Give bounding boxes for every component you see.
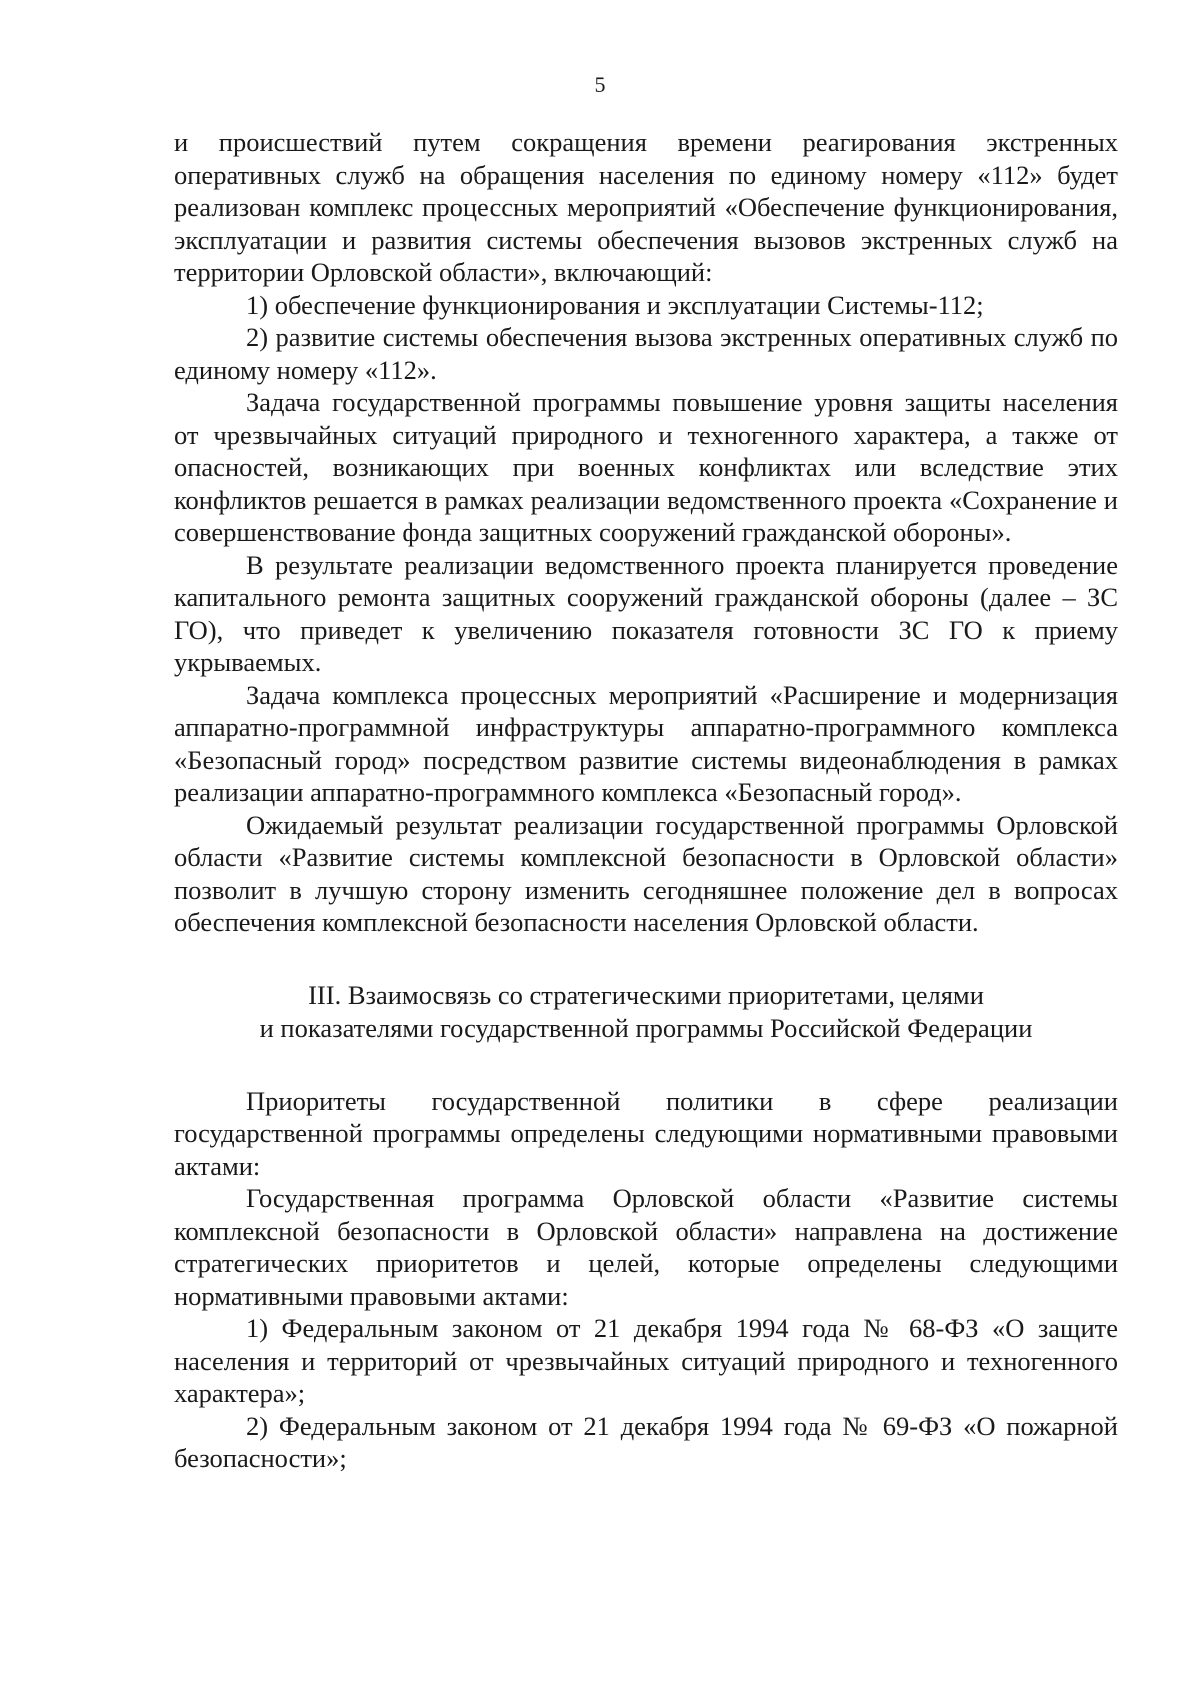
section-heading — [174, 979, 1118, 1045]
page-number: 5 — [594, 72, 606, 97]
paragraph: 1) Федеральным законом от 21 декабря 1994 года № 68-ФЗ «О защите населения и территорий от чрезвычайных ситуаций природного и техногенного характера»; — [174, 1313, 1118, 1408]
paragraph: 2) Федеральным законом от 21 декабря 1994 года № 69-ФЗ «О пожарной безопасности»; — [174, 1410, 1118, 1473]
paragraphs-before-heading — [174, 126, 1118, 939]
paragraph: 1) обеспечение функционирования и эксплуатации Системы-112; — [246, 289, 984, 320]
paragraph: Ожидаемый результат реализации государственной программы Орловской области «Развитие системы комплексной безопасности в Орловской области» позволит в лучшую сторону изменить сегодняшнее положение дел в вопросах обеспечения комплексной безопасности населения Орловской области. — [174, 809, 1118, 937]
paragraph: Государственная программа Орловской области «Развитие системы комплексной безопасности в Орловской области» направлена на достижение стратегических приоритетов и целей, которые определены следующими нормативными правовыми актами: — [174, 1183, 1118, 1311]
paragraph: В результате реализации ведомственного проекта планируется проведение капитального ремонта защитных сооружений гражданской обороны (далее – ЗС ГО), что приведет к увеличению показателя готовности ЗС ГО к приему укрываемых. — [174, 549, 1118, 677]
paragraph: Приоритеты государственной политики в сфере реализации государственной программы определены следующими нормативными правовыми актами: — [174, 1085, 1118, 1181]
section-heading-line: и показателями государственной программы Российской Федерации — [259, 1012, 1033, 1043]
paragraph: Задача государственной программы повышение уровня защиты населения от чрезвычайных ситуаций природного и техногенного характера, а также от опасностей, возникающих при военных конфликтах или вследствие этих конфликтов решается в рамках реализации ведомственного проекта «Сохранение и совершенствование фонда защитных сооружений гражданской обороны». — [174, 387, 1118, 547]
paragraph: Задача комплекса процессных мероприятий «Расширение и модернизация аппаратно-программной инфраструктуры аппаратно-программного комплекса «Безопасный город» посредством развитие системы видеонаблюдения в рамках реализации аппаратно-программного комплекса «Безопасный город». — [174, 679, 1118, 807]
paragraphs-after-heading — [174, 1085, 1118, 1475]
paragraph: 2) развитие системы обеспечения вызова экстренных оперативных служб по единому номеру «112». — [174, 322, 1118, 385]
document-body — [174, 126, 1118, 1475]
section-heading-line: III. Взаимосвязь со стратегическими приоритетами, целями — [308, 979, 984, 1010]
paragraph: и происшествий путем сокращения времени реагирования экстренных оперативных служб на обращения населения по единому номеру «112» будет реализован комплекс процессных мероприятий «Обеспечение функционирования, эксплуатации и развития системы обеспечения вызовов экстренных служб на территории Орловской области», включающий: — [174, 127, 1118, 287]
